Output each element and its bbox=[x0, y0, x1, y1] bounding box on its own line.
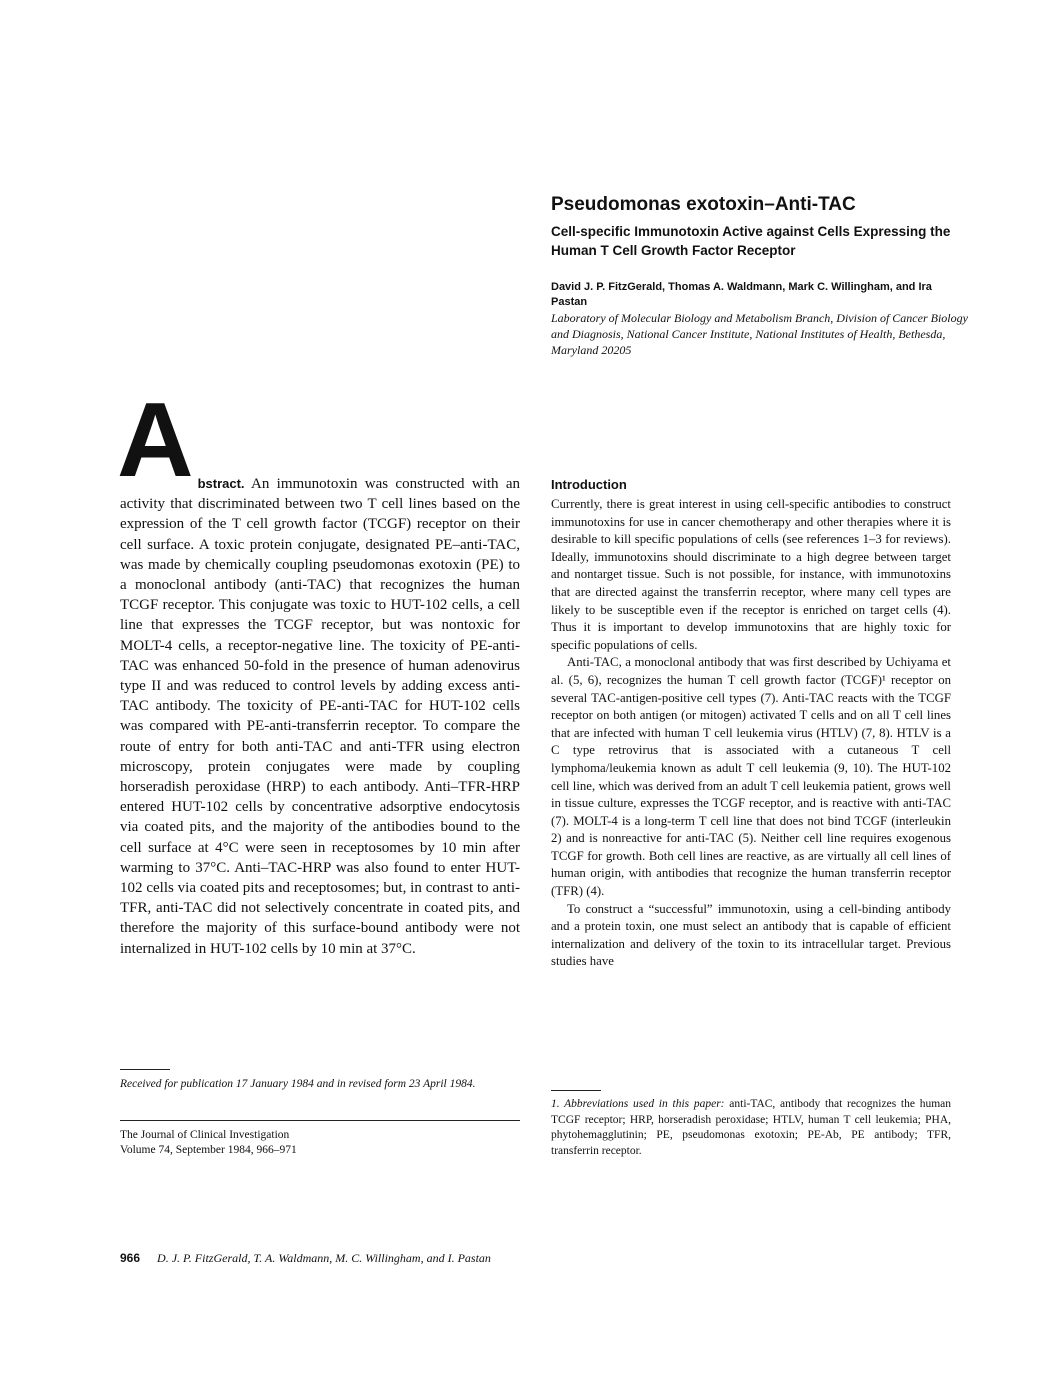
received-note: Received for publication 17 January 1984 and in revised form 23 April 1984. bbox=[120, 1078, 476, 1090]
introduction-section bbox=[551, 476, 951, 971]
footnote bbox=[551, 1097, 951, 1159]
abstract bbox=[117, 381, 520, 959]
footnote-divider bbox=[551, 1090, 601, 1091]
introduction-paragraph: Currently, there is great interest in using cell-specific antibodies to construct immunotoxins for use in cancer chemotherapy and other therapies where it is desirable to kill specific populations of cells (see references 1–3 for reviews). Ideally, immunotoxins should discriminate to a high degree between target and nontarget tissue. Such is not possible, for instance, with immunotoxins that are directed against the transferrin receptor, where many cell types are likely to be susceptible even if the receptor is enriched on target cells (4). Thus it is important to develop immunotoxins that are highly toxic for specific populations of cells. bbox=[551, 497, 951, 652]
footnote-text: anti-TAC, antibody that recognizes the human TCGF receptor; HRP, horseradish peroxidase; HTLV, human T cell leukemia; PHA, phytohemagglutinin; PE, pseudomonas exotoxin; PE-Ab, PE antibody; TFR, transferrin receptor. bbox=[551, 1098, 951, 1157]
author-list: David J. P. FitzGerald, Thomas A. Waldmann, Mark C. Willingham, and Ira Pastan bbox=[551, 281, 932, 308]
title-block bbox=[551, 193, 971, 358]
running-footer-authors: D. J. P. FitzGerald, T. A. Waldmann, M. C. Willingham, and I. Pastan bbox=[157, 1251, 491, 1265]
article-subtitle: Cell-specific Immunotoxin Active against Cells Expressing the Human T Cell Growth Factor Receptor bbox=[551, 224, 951, 258]
introduction-paragraph: To construct a “successful” immunotoxin, using a cell-binding antibody and a protein toxin, one must select an antibody that is capable of efficient internalization and delivery of the toxin to its intracellular target. Previous studies have bbox=[551, 901, 951, 969]
received-divider bbox=[120, 1069, 170, 1070]
footnote-label: 1. Abbreviations used in this paper: bbox=[551, 1098, 725, 1110]
abstract-dropcap: A bbox=[117, 381, 194, 499]
page-number: 966 bbox=[120, 1251, 141, 1265]
journal-name: The Journal of Clinical Investigation bbox=[120, 1129, 290, 1141]
journal-divider bbox=[120, 1120, 520, 1121]
introduction-paragraph: Anti-TAC, a monoclonal antibody that was first described by Uchiyama et al. (5, 6), recognizes the human T cell growth factor (TCGF)¹ receptor on several TAC-antigen-positive cell types (7). Anti-TAC reacts with the TCGF receptor on both antigen (or mitogen) activated T cells and on all T cell lines that are infected with human T cell leukemia virus (HTLV) (7, 8). HTLV is a C type retrovirus that is associated with a cutaneous T cell lymphoma/leukemia known as adult T cell leukemia (9, 10). The HUT-102 cell line, which was derived from an adult T cell leukemia patient, grows well in tissue culture, expresses the TCGF receptor, and is reactive with anti-TAC (7). MOLT-4 is a long-term T cell line that does not bind TCGF (interleukin 2) and is nonreactive for anti-TAC (5). Neither cell line requires exogenous TCGF for growth. Both cell lines are reactive, as are virtually all cell lines of human origin, with antibodies that recognize the human transferrin receptor (TFR) (4). bbox=[551, 655, 951, 899]
abstract-text: An immunotoxin was constructed with an activity that discriminated between two T cell lines based on the expression of the T cell growth factor (TCGF) receptor on their cell surface. A toxic protein conjugate, designated PE–anti-TAC, was made by chemically coupling pseudomonas exotoxin (PE) to a monoclonal antibody (anti-TAC) that recognizes the human TCGF receptor. This conjugate was toxic to HUT-102 cells, a cell line that expresses the TCGF receptor, but was nontoxic for MOLT-4 cells, a receptor-negative line. The toxicity of PE-anti-TAC was enhanced 50-fold in the presence of human adenovirus type II and was reduced to control levels by adding excess anti-TAC antibody. The toxicity of PE-anti-TAC for HUT-102 cells was compared with PE-anti-transferrin receptor. To compare the route of entry for both anti-TAC and anti-TFR using electron microscopy, protein conjugates were made by coupling horseradish peroxidase (HRP) to each antibody. Anti–TFR-HRP entered HUT-102 cells by concentrative adsorptive endocytosis via coated pits, and the majority of the antibodies bound to the cell surface at 4°C were seen in receptosomes by 10 min after warming to 37°C. Anti–TAC-HRP was also found to enter HUT-102 cells via coated pits and receptosomes; but, in contrast to anti-TFR, anti-TAC did not selectively concentrate in coated pits, and therefore the majority of this surface-bound antibody were not internalized in HUT-102 cells by 10 min at 37°C. bbox=[120, 476, 520, 957]
abstract-label: bstract. bbox=[197, 476, 245, 491]
journal-info bbox=[120, 1128, 520, 1158]
article-title: Pseudomonas exotoxin–Anti-TAC bbox=[551, 194, 856, 215]
journal-volume: Volume 74, September 1984, 966–971 bbox=[120, 1144, 297, 1156]
introduction-heading: Introduction bbox=[551, 477, 627, 492]
page-footer bbox=[120, 1250, 820, 1266]
author-affiliation: Laboratory of Molecular Biology and Metabolism Branch, Division of Cancer Biology and Diagnosis, National Cancer Institute, National Institutes of Health, Bethesda, Maryland 20205 bbox=[551, 311, 968, 357]
